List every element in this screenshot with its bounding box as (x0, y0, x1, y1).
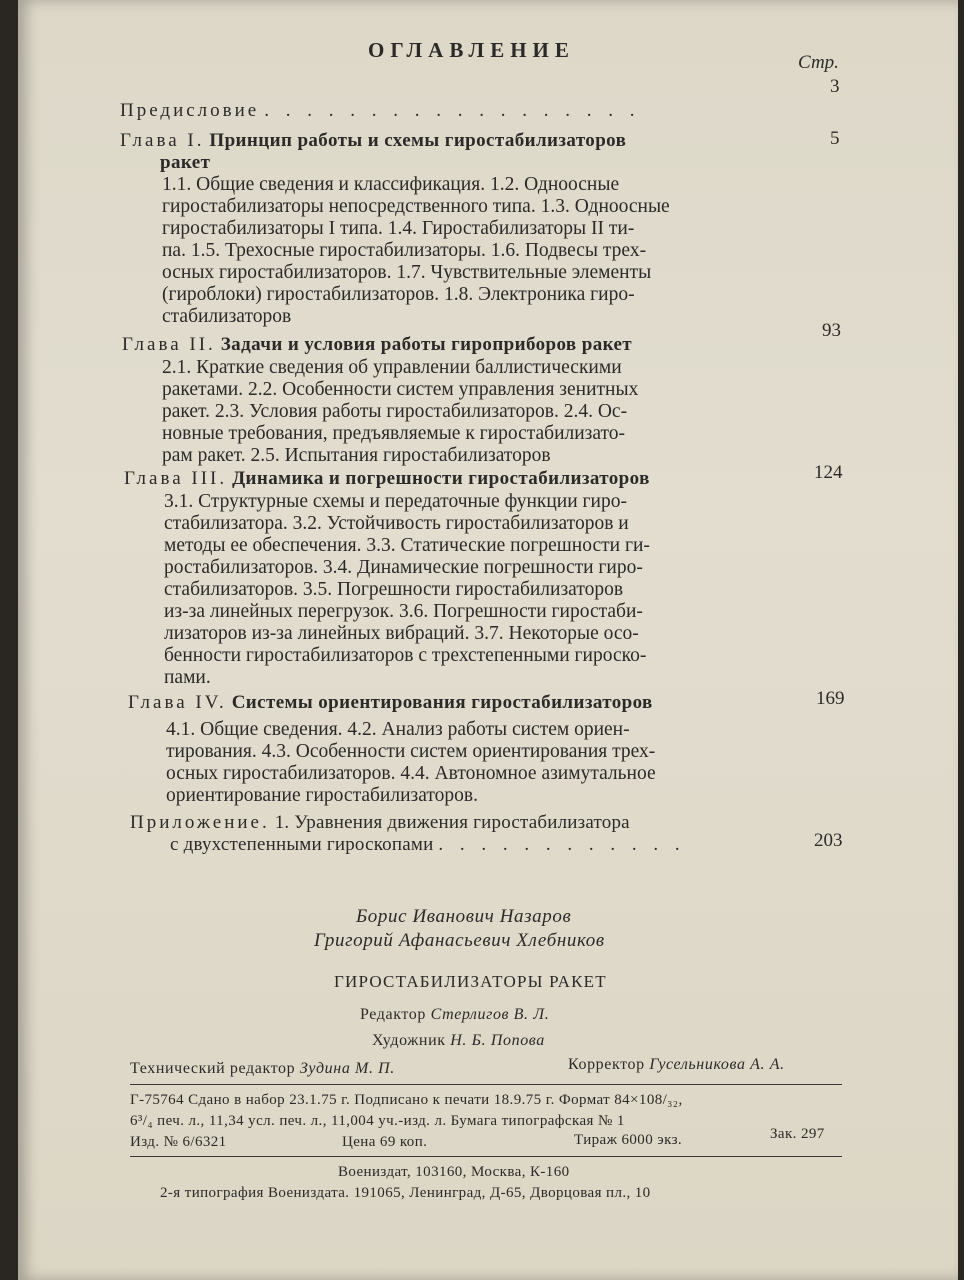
appendix-label: Приложение. (130, 812, 270, 833)
chapter-4-heading (128, 692, 653, 714)
chapter-4-label: Глава IV. (128, 692, 227, 713)
chapter-1-title-cont: ракет (160, 152, 211, 173)
toc-entry-preface (120, 100, 640, 122)
section-line: новные требования, предъявляемые к гиростабилизато- (162, 423, 626, 444)
section-line: 2.1. Краткие сведения об управлении баллистическими (162, 357, 622, 378)
section-line: (гироблоки) гиростабилизаторов. 1.8. Электроника гиро- (162, 284, 635, 305)
colophon-divider-2 (130, 1156, 842, 1157)
toc-title: ОГЛАВЛЕНИЕ (368, 38, 575, 62)
edition-number: Изд. № 6/6321 (130, 1134, 227, 1150)
chapter-1-page: 5 (830, 128, 840, 149)
chapter-3-heading (124, 468, 650, 490)
chapter-4-page: 169 (816, 688, 845, 709)
print-run: Тираж 6000 экз. (574, 1132, 683, 1148)
chapter-1-label: Глава I. (120, 130, 205, 151)
appendix-title-cont: с двухстепенными гироскопами (170, 834, 434, 855)
section-line: методы ее обеспечения. 3.3. Статические погрешности ги- (164, 535, 650, 556)
publisher: Воениздат, 103160, Москва, К-160 (338, 1164, 570, 1180)
printer: 2-я типография Воениздата. 191065, Ленинград, Д-65, Дворцовая пл., 10 (160, 1185, 651, 1201)
tech-editor-name: Зудина М. П. (299, 1060, 395, 1077)
chapter-3-sections (164, 491, 650, 689)
author-2: Григорий Афанасьевич Хлебников (314, 930, 605, 951)
print-details-1: Г-75764 Сдано в набор 23.1.75 г. Подписано к печати 18.9.75 г. Формат 84×108/₃₂, (130, 1092, 683, 1108)
section-line: осных гиростабилизаторов. 4.4. Автономное азимутальное (166, 763, 656, 784)
author-1: Борис Иванович Назаров (356, 906, 572, 927)
artist-credit (372, 1032, 545, 1050)
chapter-3-title: Динамика и погрешности гиростабилизаторов (232, 468, 650, 489)
appendix-dots: . . . . . . . . . . . . (438, 834, 686, 855)
artist-name: Н. Б. Попова (450, 1032, 545, 1049)
section-line: рам ракет. 2.5. Испытания гиростабилизаторов (162, 445, 551, 466)
preface-label: Предисловие (120, 100, 260, 121)
corrector-label: Корректор (568, 1056, 645, 1073)
chapter-1-heading (120, 130, 626, 152)
section-line: стабилизаторов. 3.5. Погрешности гиростабилизаторов (164, 579, 624, 600)
appendix-title: 1. Уравнения движения гиростабилизатора (274, 812, 630, 833)
section-line: лизаторов из-за линейных вибраций. 3.7. Некоторые осо- (164, 623, 639, 644)
section-line: ракет. 2.3. Условия работы гиростабилизаторов. 2.4. Ос- (162, 401, 628, 422)
chapter-1-sections (162, 174, 670, 328)
section-line: ракетами. 2.2. Особенности систем управления зенитных (162, 379, 639, 400)
tech-editor-label: Технический редактор (130, 1060, 296, 1077)
section-line: ростабилизаторов. 3.4. Динамические погрешности гиро- (164, 557, 643, 578)
section-line: па. 1.5. Трехосные гиростабилизаторы. 1.6. Подвесы трех- (162, 240, 647, 261)
chapter-1-title: Принцип работы и схемы гиростабилизаторов (209, 130, 627, 151)
corrector-name: Гусельникова А. А. (649, 1056, 785, 1073)
section-line: тирования. 4.3. Особенности систем ориентирования трех- (166, 741, 656, 762)
toc-entry-appendix (130, 812, 630, 834)
chapter-3-label: Глава III. (124, 468, 228, 489)
chapter-4-sections (166, 719, 656, 807)
section-line: гиростабилизаторы непосредственного типа. 1.3. Одноосные (162, 196, 670, 217)
tech-editor-credit (130, 1060, 395, 1078)
book-title: ГИРОСТАБИЛИЗАТОРЫ РАКЕТ (334, 972, 607, 991)
artist-label: Художник (372, 1032, 446, 1049)
chapter-4-title: Системы ориентирования гиростабилизаторов (231, 692, 653, 713)
chapter-2-heading (122, 334, 632, 356)
editor-name: Стерлигов В. Л. (430, 1006, 550, 1023)
section-line: 4.1. Общие сведения. 4.2. Анализ работы систем ориен- (166, 719, 630, 740)
section-line: стабилизаторов (162, 306, 292, 327)
preface-page: 3 (830, 76, 840, 97)
chapter-2-page: 93 (822, 320, 841, 341)
section-line: осных гиростабилизаторов. 1.7. Чувствительные элементы (162, 262, 652, 283)
corrector-credit (568, 1056, 785, 1074)
chapter-2-sections (162, 357, 638, 467)
colophon-divider (130, 1084, 842, 1085)
price: Цена 69 коп. (342, 1134, 428, 1150)
section-line: из-за линейных перегрузок. 3.6. Погрешности гиростаби- (164, 601, 643, 622)
preface-dots: . . . . . . . . . . . . . . . . . . (264, 100, 641, 121)
section-line: 1.1. Общие сведения и классификация. 1.2. Одноосные (162, 174, 620, 195)
section-line: бенности гиростабилизаторов с трехстепенными гироско- (164, 645, 647, 666)
print-details-2: 6³/₄ печ. л., 11,34 усл. печ. л., 11,004 уч.-изд. л. Бумага типографская № 1 (130, 1113, 625, 1129)
section-line: 3.1. Структурные схемы и передаточные функции гиро- (164, 491, 627, 512)
editor-credit (360, 1006, 549, 1024)
page-column-header: Стр. (798, 52, 839, 73)
book-page (18, 0, 958, 1280)
appendix-title-cont-line (170, 834, 686, 856)
editor-label: Редактор (360, 1006, 426, 1023)
section-line: гиростабилизаторы I типа. 1.4. Гиростабилизаторы II ти- (162, 218, 635, 239)
chapter-2-title: Задачи и условия работы гироприборов ракет (220, 334, 633, 355)
chapter-3-page: 124 (814, 462, 843, 483)
chapter-2-label: Глава II. (122, 334, 216, 355)
section-line: стабилизатора. 3.2. Устойчивость гиростабилизаторов и (164, 513, 629, 534)
section-line: ориентирование гиростабилизаторов. (166, 785, 478, 806)
section-line: пами. (164, 667, 211, 688)
order-number: Зак. 297 (770, 1126, 825, 1142)
appendix-page: 203 (814, 830, 843, 851)
